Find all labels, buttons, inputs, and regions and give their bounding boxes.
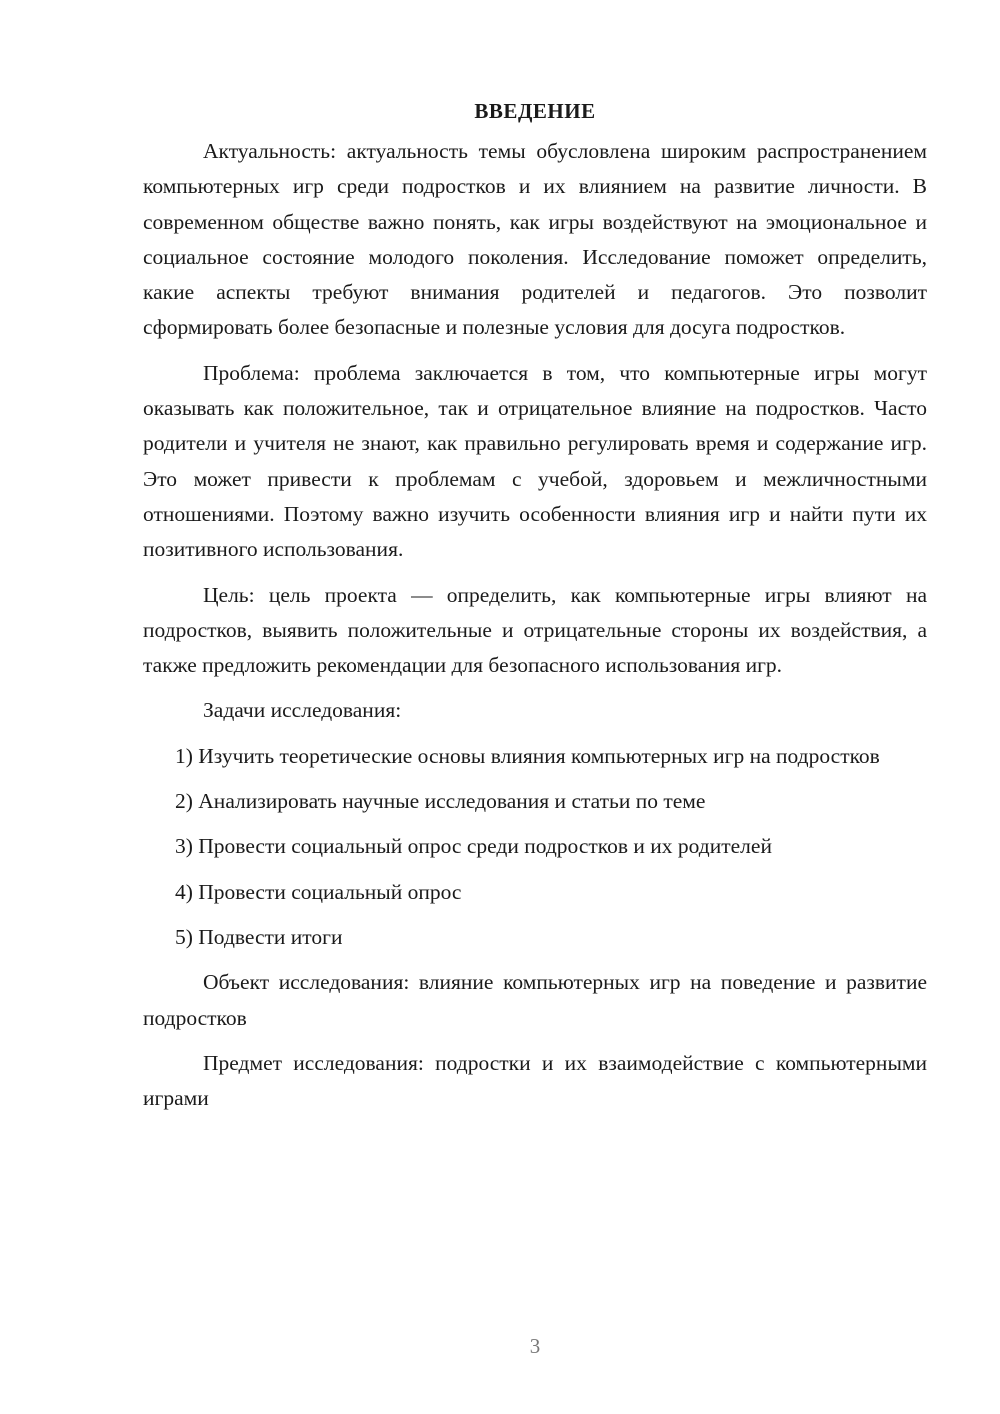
tasks-heading: Задачи исследования: bbox=[203, 698, 402, 723]
task-item-1: 1) Изучить теоретические основы влияния компьютерных игр на подростков bbox=[175, 743, 880, 768]
subject-paragraph: Предмет исследования: подростки и их взаимодействие с компьютерными играми bbox=[143, 1050, 927, 1111]
goal-paragraph: Цель: цель проекта — определить, как компьютерные игры влияют на подростков, выявить положительные и отрицательные стороны их воздействия, а также предложить рекомендации для безопасного использования игр. bbox=[143, 582, 927, 678]
task-item-3: 3) Провести социальный опрос среди подростков и их родителей bbox=[175, 834, 772, 859]
page-title: ВВЕДЕНИЕ bbox=[474, 99, 596, 123]
document-body bbox=[143, 96, 927, 1126]
task-item-2: 2) Анализировать научные исследования и статьи по теме bbox=[175, 789, 706, 814]
problem-paragraph: Проблема: проблема заключается в том, что компьютерные игры могут оказывать как положительное, так и отрицательное влияние на подростков. Часто родители и учителя не знают, как правильно регулировать время и содержание игр. Это может привести к проблемам с учебой, здоровьем и межличностными отношениями. Поэтому важно изучить особенности влияния игр и найти пути их позитивного использования. bbox=[143, 360, 927, 562]
task-item-5: 5) Подвести итоги bbox=[175, 924, 343, 949]
page-number: 3 bbox=[529, 1334, 541, 1358]
task-item-4: 4) Провести социальный опрос bbox=[175, 879, 462, 904]
object-paragraph: Объект исследования: влияние компьютерных игр на поведение и развитие подростков bbox=[143, 970, 927, 1030]
relevance-paragraph: Актуальность: актуальность темы обусловлена широким распространением компьютерных игр среди подростков и их влиянием на развитие личности. В современном обществе важно понять, как игры воздействуют на эмоциональное и социальное состояние молодого поколения. Исследование поможет определить, какие аспекты требуют внимания родителей и педагогов. Это позволит сформировать более безопасные и полезные условия для досуга подростков. bbox=[143, 139, 927, 340]
